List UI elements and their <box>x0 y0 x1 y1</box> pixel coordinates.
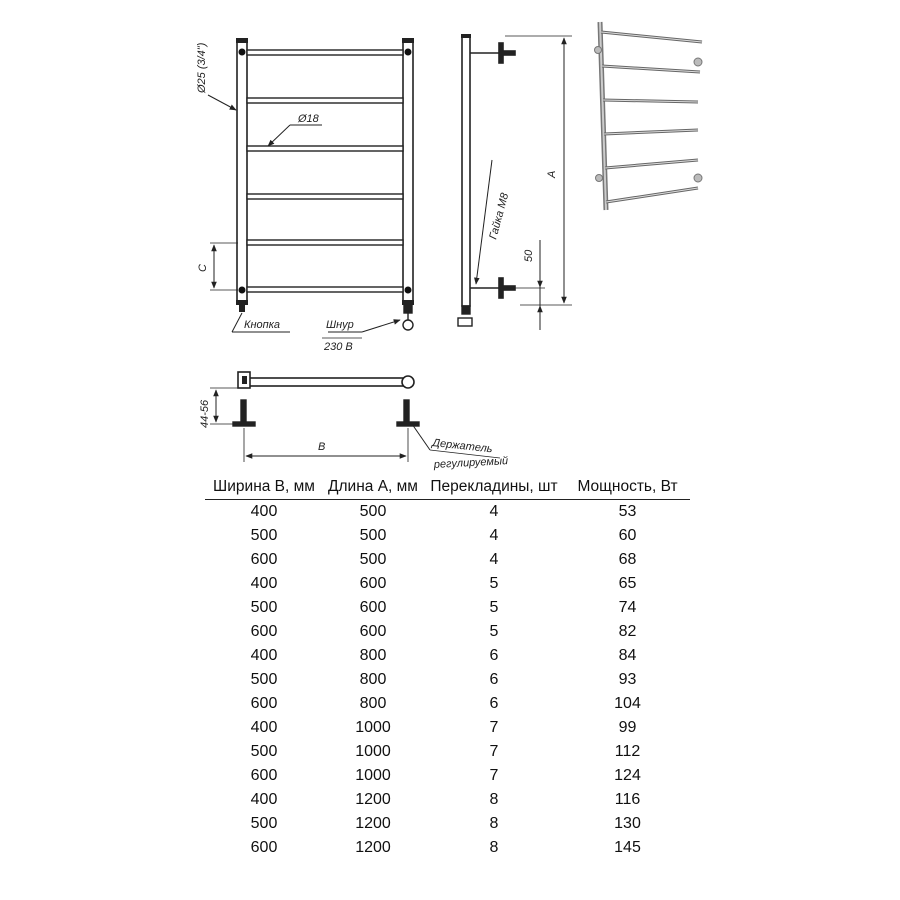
cell-power: 93 <box>618 671 637 688</box>
cell-power: 68 <box>618 551 637 568</box>
cell-width: 500 <box>250 815 278 832</box>
cell-width: 500 <box>250 599 278 616</box>
crossbar <box>247 50 403 55</box>
cell-length: 800 <box>359 671 387 688</box>
depth-label: 44-56 <box>199 399 211 428</box>
table-row <box>205 500 690 525</box>
header-length: Длина A, мм <box>323 476 423 500</box>
cell-width: 500 <box>250 671 278 688</box>
width-label: B <box>318 441 326 453</box>
front-view <box>196 38 414 353</box>
offset-label: 50 <box>523 249 535 262</box>
side-plug-icon <box>458 306 472 326</box>
cell-length: 600 <box>359 599 387 616</box>
cell-width: 600 <box>250 839 278 856</box>
pipe-diameter-label: Ø25 (3/4") <box>196 42 208 93</box>
cell-power: 82 <box>618 623 637 640</box>
perspective-view <box>595 22 703 210</box>
cell-power: 99 <box>618 719 637 736</box>
cell-length: 500 <box>359 527 387 544</box>
header-width: Ширина B, мм <box>205 476 323 500</box>
plug-icon <box>403 305 413 330</box>
cell-bars: 7 <box>489 767 499 784</box>
button-label: Кнопка <box>244 319 281 331</box>
crossbar <box>247 146 403 151</box>
cell-length: 1000 <box>355 767 391 784</box>
table-row <box>205 716 690 740</box>
cell-width: 500 <box>250 743 278 760</box>
spec-table <box>205 476 690 860</box>
cell-bars: 6 <box>489 695 499 712</box>
top-bar <box>244 378 408 386</box>
crossbars <box>247 50 403 292</box>
cell-bars: 5 <box>489 623 499 640</box>
cell-bars: 8 <box>489 791 499 808</box>
table-row <box>205 548 690 572</box>
cell-bars: 6 <box>489 671 499 688</box>
holder-label-2: регулируемый <box>433 455 509 471</box>
crossbar <box>247 194 403 199</box>
table-row <box>205 572 690 596</box>
cell-length: 1200 <box>355 791 391 808</box>
cell-bars: 7 <box>489 719 499 736</box>
cell-width: 600 <box>250 767 278 784</box>
cell-power: 130 <box>614 815 641 832</box>
cell-bars: 4 <box>489 527 499 544</box>
table-row <box>205 740 690 764</box>
nut-label: Гайка М8 <box>487 191 512 241</box>
cell-power: 65 <box>618 575 637 592</box>
cell-length: 1000 <box>355 743 391 760</box>
cell-width: 500 <box>250 527 278 544</box>
cell-power: 116 <box>614 791 641 808</box>
side-pipe <box>462 36 470 306</box>
table-row <box>205 788 690 812</box>
cell-power: 53 <box>618 503 637 520</box>
cell-width: 600 <box>250 551 278 568</box>
cell-length: 600 <box>359 623 387 640</box>
cell-length: 600 <box>359 575 387 592</box>
table-row <box>205 812 690 836</box>
crossbar <box>247 98 403 103</box>
table-row <box>205 524 690 548</box>
crossbar <box>247 240 403 245</box>
cell-width: 400 <box>250 575 278 592</box>
cell-length: 800 <box>359 695 387 712</box>
header-power: Мощность, Вт <box>565 476 690 500</box>
cell-power: 60 <box>618 527 637 544</box>
cell-width: 600 <box>250 623 278 640</box>
table-row <box>205 596 690 620</box>
spacing-label: C <box>197 264 209 272</box>
cell-power: 124 <box>614 767 641 784</box>
cell-width: 400 <box>250 719 278 736</box>
cell-bars: 4 <box>489 551 499 568</box>
table-row <box>205 644 690 668</box>
cell-power: 104 <box>614 695 641 712</box>
holder-label-1: Держатель <box>431 437 494 456</box>
table-row <box>205 836 690 860</box>
right-pipe <box>403 42 413 302</box>
cell-bars: 4 <box>489 503 499 520</box>
crossbar <box>247 287 403 292</box>
side-view <box>458 34 572 330</box>
cord-label-2: 230 В <box>324 341 353 353</box>
table-header-row <box>205 476 690 500</box>
cell-bars: 5 <box>489 599 499 616</box>
left-pipe <box>237 42 247 302</box>
wall-mount-icon <box>470 43 515 298</box>
bar-diameter-label: Ø18 <box>298 113 319 125</box>
cell-power: 74 <box>618 599 637 616</box>
table-row <box>205 668 690 692</box>
cell-power: 112 <box>614 743 641 760</box>
cell-bars: 8 <box>489 815 499 832</box>
cell-bars: 6 <box>489 647 499 664</box>
spec-table-wrapper <box>205 476 690 860</box>
cell-width: 400 <box>250 791 278 808</box>
table-row <box>205 692 690 716</box>
header-bars: Перекладины, шт <box>423 476 565 500</box>
cell-width: 400 <box>250 503 278 520</box>
cell-width: 600 <box>250 695 278 712</box>
cell-length: 1200 <box>355 839 391 856</box>
table-row <box>205 620 690 644</box>
mount-points <box>239 49 412 294</box>
cell-power: 84 <box>618 647 637 664</box>
cell-bars: 7 <box>489 743 499 760</box>
cell-length: 1200 <box>355 815 391 832</box>
height-label: A <box>546 170 558 178</box>
top-view <box>199 372 508 471</box>
cell-bars: 8 <box>489 839 499 856</box>
cell-length: 800 <box>359 647 387 664</box>
holder-icon <box>233 400 419 426</box>
cell-bars: 5 <box>489 575 499 592</box>
cell-length: 500 <box>359 503 387 520</box>
cell-width: 400 <box>250 647 278 664</box>
table-row <box>205 764 690 788</box>
cell-length: 1000 <box>355 719 391 736</box>
cell-power: 145 <box>614 839 641 856</box>
button-icon <box>239 305 245 312</box>
cord-label-1: Шнур <box>326 319 354 331</box>
cell-length: 500 <box>359 551 387 568</box>
